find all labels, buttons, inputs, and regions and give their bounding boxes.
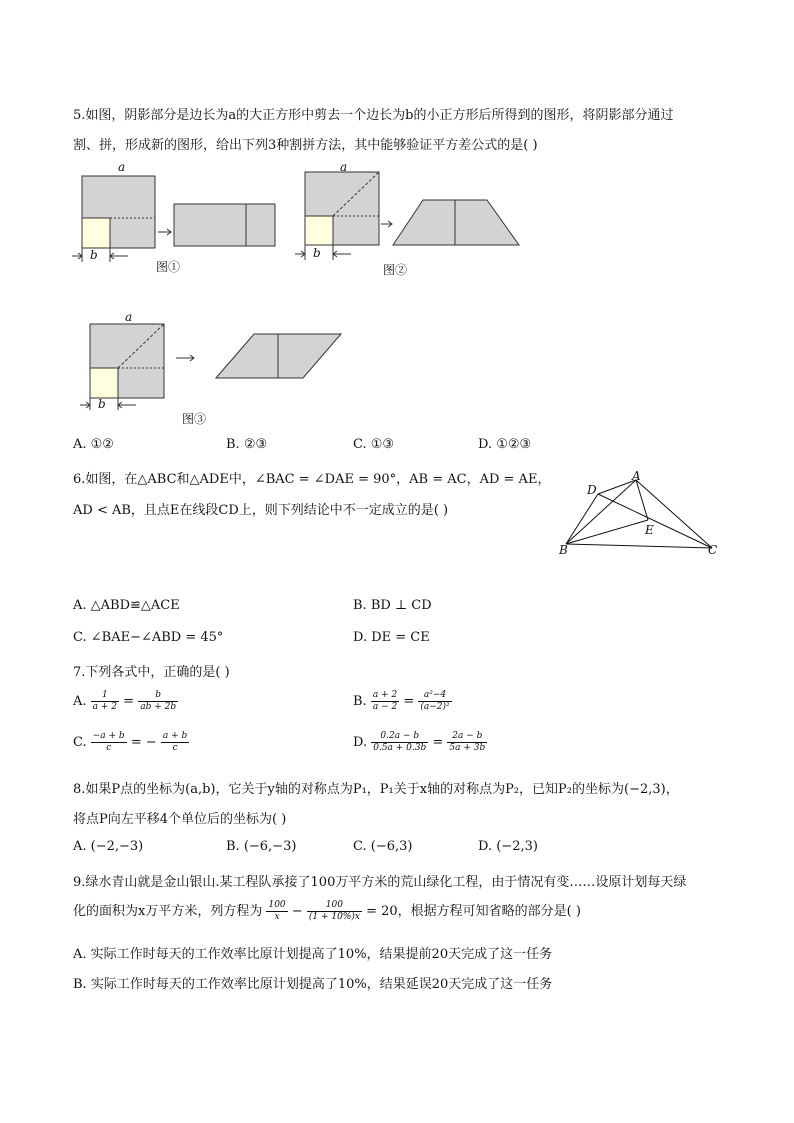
q5-figure-3 [78, 310, 358, 420]
q5-stem-line2: 割、拼，形成新的图形，给出下列3种割拼方法，其中能够验证平方差公式的是( ) [73, 138, 538, 153]
q8-stem-line2: 将点P向左平移4个单位后的坐标为( ) [73, 812, 287, 827]
q7-a-n1: 1 [91, 690, 119, 702]
q7-c-d2: c [172, 743, 178, 753]
q5-option-b[interactable]: B. ②③ [226, 437, 268, 452]
q7-d-d2: 5a + 3b [449, 743, 486, 753]
q7-d-n1: 0.2a − b [371, 731, 428, 743]
q9-stem-line2-a: 化的面积为x万平方米，列方程为 [73, 904, 263, 919]
q6-stem-line1: 6.如图，在△ABC和△ADE中，∠BAC = ∠DAE = 90°，AB = AC，AD = AE， [73, 472, 551, 487]
q5-option-a[interactable]: A. ①② [73, 437, 114, 452]
q7-a-d2: ab + 2b [140, 702, 177, 712]
q9-stem-line1: 9.绿水青山就是金山银山.某工程队承接了100万平方米的荒山绿化工程，由于情况有变……设原计划每天绿 [73, 875, 687, 890]
q7-a-d1: a + 2 [92, 702, 118, 712]
q6-option-a[interactable]: A. △ABD≌△ACE [73, 598, 180, 613]
q5-option-d[interactable]: D. ①②③ [478, 437, 532, 452]
q6-point-c: C [708, 543, 718, 557]
q9-eq-n1: 100 [268, 900, 286, 910]
q5-figure-2 [293, 160, 533, 275]
q6-option-d[interactable]: D. DE = CE [353, 630, 430, 645]
q7-b-prefix: B. [353, 694, 367, 709]
q7-option-b[interactable]: B. $\frac{a + 2}{a - 2}$ = $\frac{\text{a²−4}}{\text{(a−2)²}}$ [353, 690, 450, 712]
q9-stem-line2: 化的面积为x万平方米，列方程为 $\frac{100}{x}$ − $\frac{100}{(1 + 10\%)x}$ = 20，根据方程可知省略的部分是( ) [73, 900, 581, 922]
q6-triangle-figure [560, 470, 730, 560]
q6-option-b[interactable]: B. BD ⊥ CD [353, 598, 432, 613]
q6-option-c[interactable]: C. ∠BAE−∠ABD = 45° [73, 630, 224, 645]
q9-option-b[interactable]: B. 实际工作时每天的工作效率比原计划提高了10%，结果延误20天完成了这一任务 [73, 977, 553, 992]
q6-point-a: A [632, 469, 641, 483]
q8-option-a[interactable]: A. (−2,−3) [73, 839, 144, 854]
q5-fig2-caption: 图② [383, 263, 408, 277]
q5-fig3-label-b: b [98, 397, 106, 411]
q5-fig3-label-a: a [125, 310, 133, 324]
q7-option-c[interactable]: C. $\frac{-a + b}{c}$ = − $\frac{a + b}{c}$ [73, 731, 188, 753]
q7-a-n2: b [138, 690, 178, 702]
q5-fig2-label-a: a [340, 160, 348, 174]
q7-d-prefix: D. [353, 735, 368, 750]
q7-option-a[interactable]: A. $\frac{1}{a + 2}$ = $\frac{b}{ab + 2b}$ [73, 690, 177, 712]
q6-point-d: D [587, 483, 597, 497]
q8-stem-line1: 8.如果P点的坐标为(a,b)，它关于y轴的对称点为P₁，P₁关于x轴的对称点为P₂，已知P₂的坐标为(−2,3)， [73, 782, 679, 797]
q7-c-n2: a + b [162, 731, 188, 741]
q7-c-prefix: C. [73, 735, 87, 750]
q5-fig2-label-b: b [313, 246, 321, 260]
q7-d-d1: 0.5a + 0.3b [373, 743, 427, 753]
q8-option-b[interactable]: B. (−6,−3) [226, 839, 297, 854]
q5-option-c[interactable]: C. ①③ [353, 437, 395, 452]
q6-point-e: E [645, 523, 654, 537]
q8-option-c[interactable]: C. (−6,3) [353, 839, 413, 854]
q6-point-b: B [559, 543, 568, 557]
q7-c-d1: c [106, 743, 112, 753]
q9-eq-d1: x [274, 912, 280, 922]
q7-a-prefix: A. [73, 694, 87, 709]
q7-b-n2: a²−4 [418, 690, 451, 702]
q5-fig3-caption: 图③ [182, 412, 207, 426]
q7-stem: 7.下列各式中，正确的是( ) [73, 665, 230, 680]
q7-b-d1: a − 2 [372, 702, 398, 712]
q7-b-d2: (a−2)² [420, 702, 450, 712]
q7-b-n1: a + 2 [372, 690, 398, 700]
q7-d-n2: 2a − b [447, 731, 487, 743]
q8-option-d[interactable]: D. (−2,3) [478, 839, 538, 854]
q7-c-n1: −a + b [92, 731, 125, 741]
q9-eq-n2: 100 [307, 900, 362, 912]
q5-fig1-label-b: b [90, 248, 98, 262]
q6-stem-line2: AD < AB，且点E在线段CD上，则下列结论中不一定成立的是( ) [73, 503, 449, 518]
q5-fig1-label-a: a [118, 160, 126, 174]
q9-option-a[interactable]: A. 实际工作时每天的工作效率比原计划提高了10%，结果提前20天完成了这一任务 [73, 947, 553, 962]
q5-stem-line1: 5.如图，阴影部分是边长为a的大正方形中剪去一个边长为b的小正方形后所得到的图形，将阴影部分通过 [73, 108, 674, 123]
q9-stem-line2-b: = 20，根据方程可知省略的部分是( ) [366, 904, 581, 919]
q9-eq-d2: (1 + 10%)x [308, 912, 360, 922]
q5-fig1-caption: 图① [156, 260, 181, 274]
q7-option-d[interactable]: D. $\frac{0.2a - b}{0.5a + 0.3b}$ = $\frac{2a - b}{5a + 3b}$ [353, 731, 486, 753]
